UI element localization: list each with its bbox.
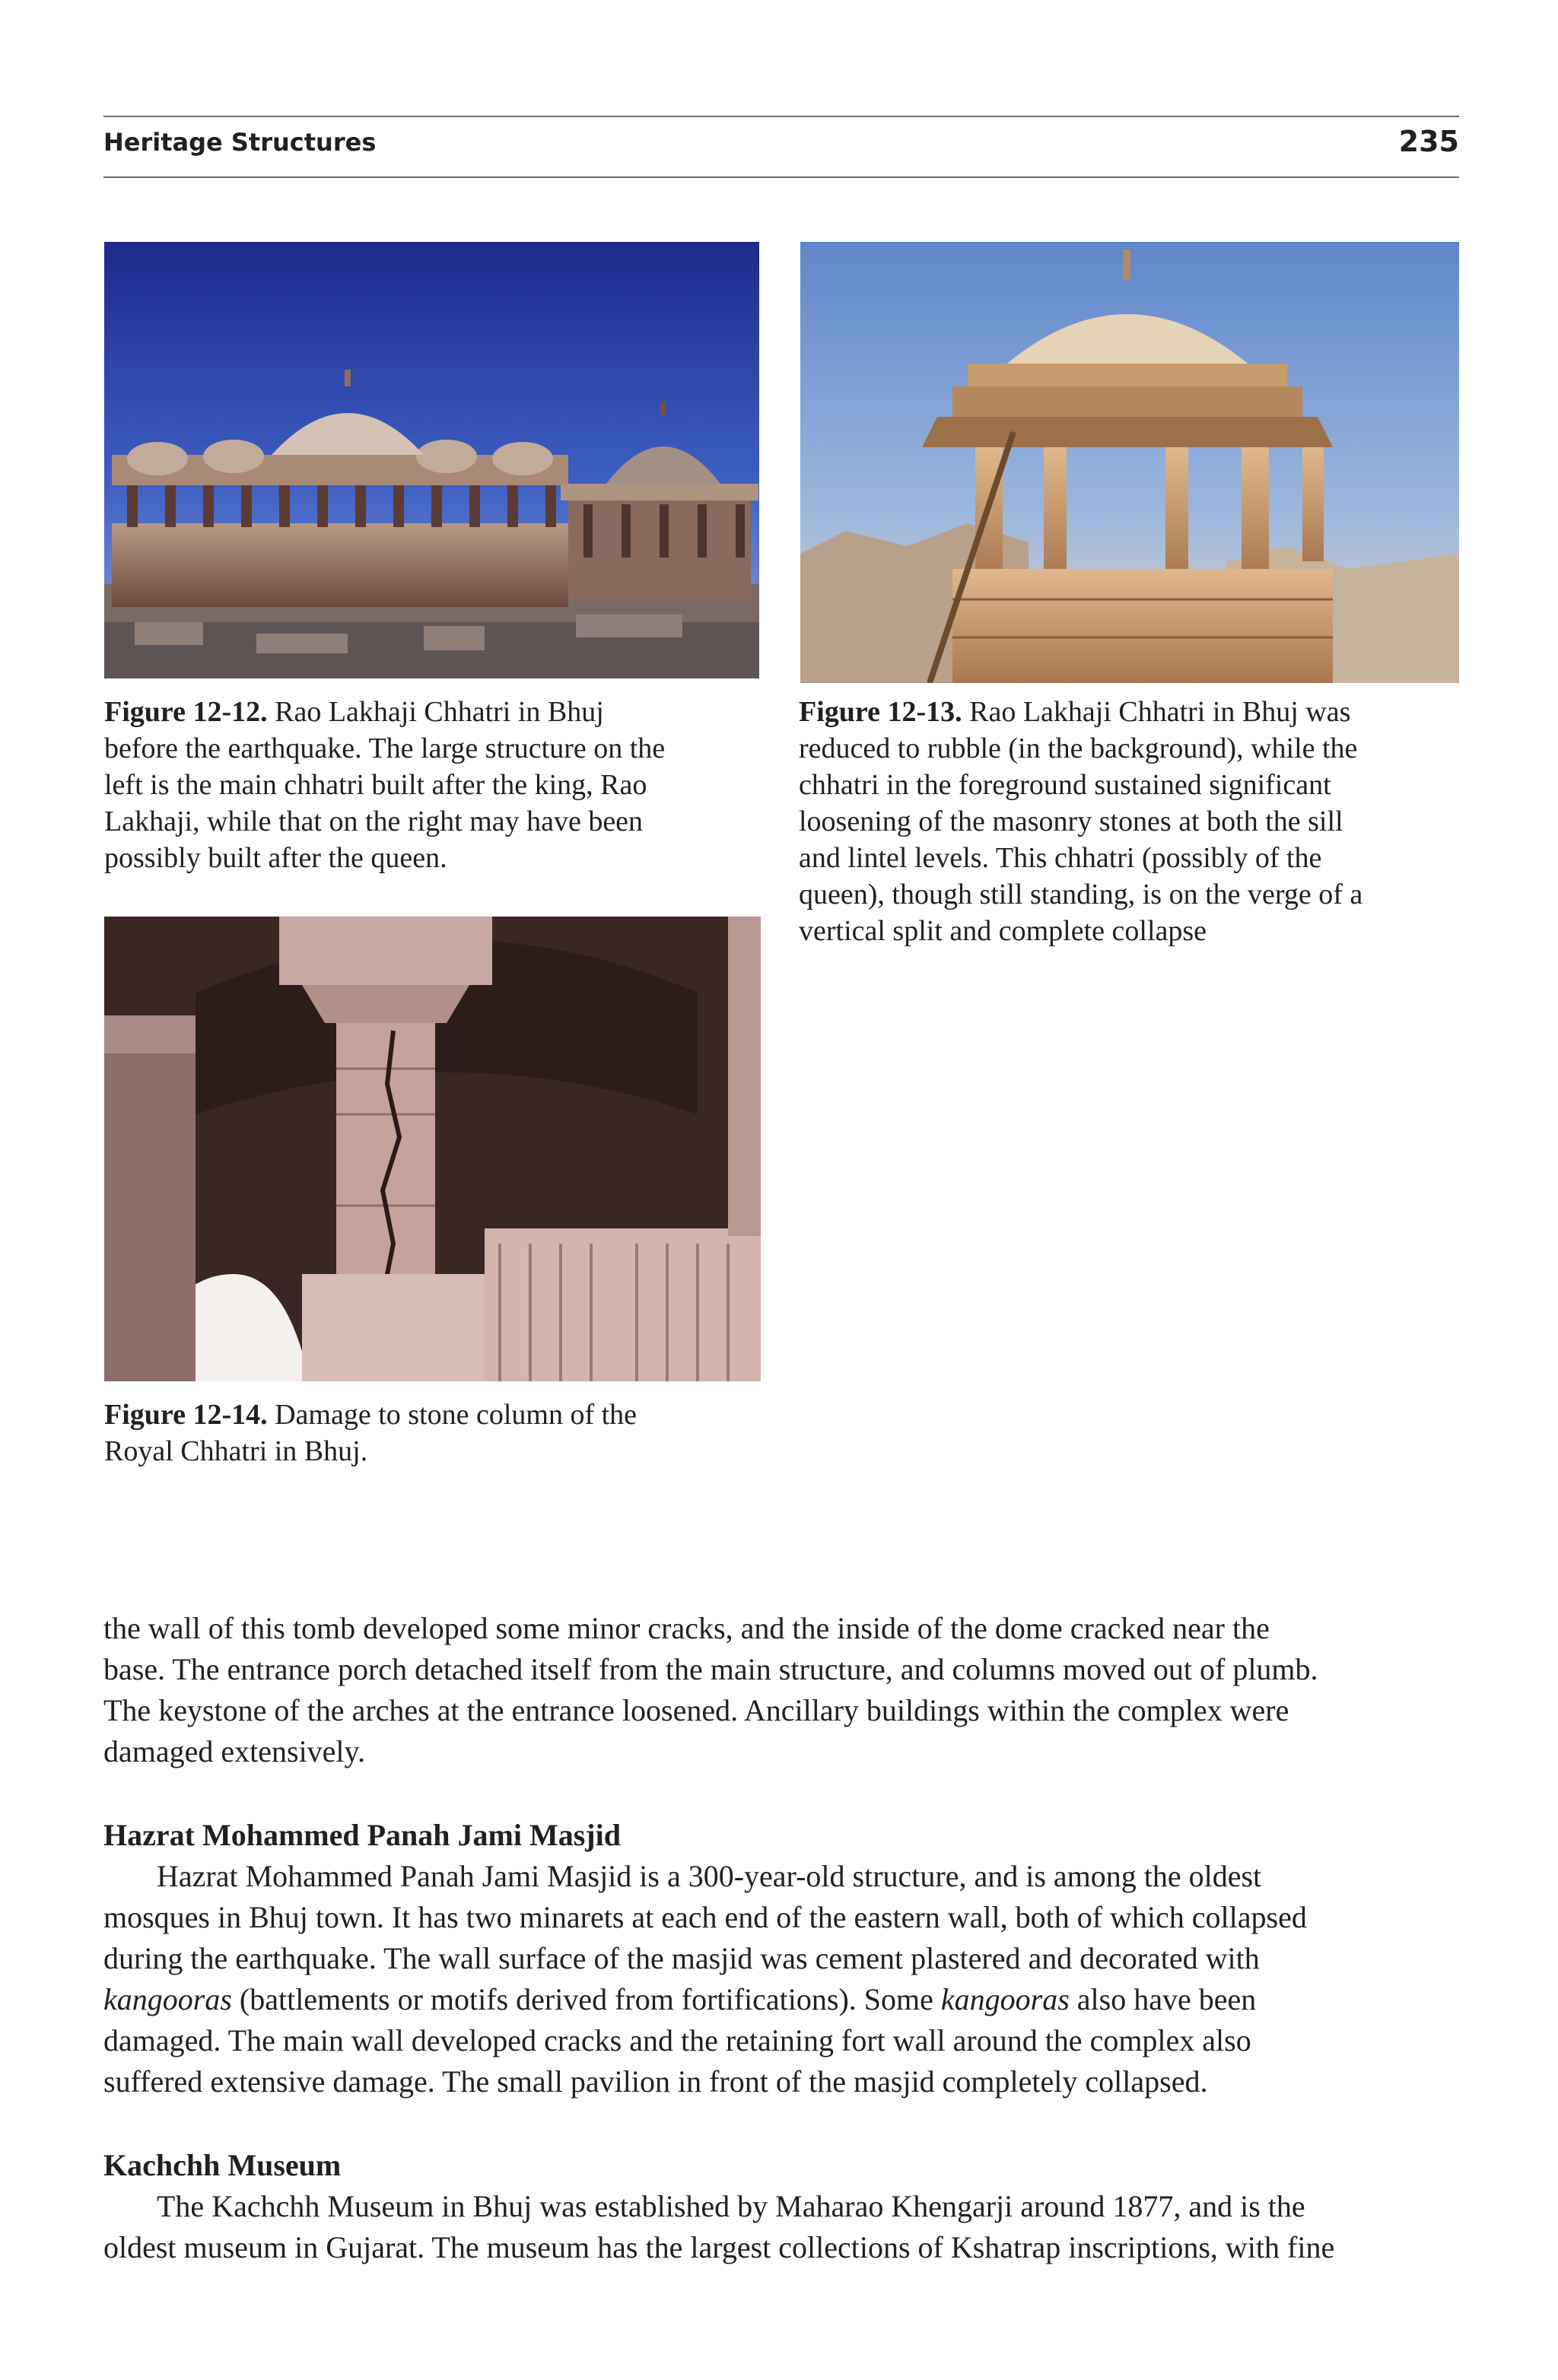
figure-12-14-photo <box>104 917 761 1381</box>
body-line: base. The entrance porch detached itself from the main structure, and columns moved out of plumb. <box>103 1652 1318 1686</box>
italic-term: kangooras <box>103 1982 232 2016</box>
figure-12-12-caption <box>104 694 774 876</box>
caption-line: chhatri in the foreground sustained significant <box>799 769 1331 801</box>
caption-line: before the earthquake. The large structure on the <box>104 732 666 764</box>
body-paragraph-masjid <box>103 1856 1459 2102</box>
italic-term: kangooras <box>940 1982 1070 2016</box>
caption-line: Damage to stone column of the <box>275 1399 638 1431</box>
body-line: the wall of this tomb developed some minor cracks, and the inside of the dome cracked near the <box>103 1611 1270 1645</box>
caption-line: Royal Chhatri in Bhuj. <box>104 1435 368 1467</box>
caption-line: Rao Lakhaji Chhatri in Bhuj <box>275 696 604 728</box>
page-number: 235 <box>1398 125 1459 158</box>
caption-line: possibly built after the queen. <box>104 842 447 874</box>
section-heading-museum: Kachchh Museum <box>103 2148 342 2182</box>
section-heading-masjid: Hazrat Mohammed Panah Jami Masjid <box>103 1818 621 1852</box>
caption-line: Rao Lakhaji Chhatri in Bhuj was <box>969 696 1351 728</box>
body-paragraph-museum <box>103 2186 1459 2268</box>
caption-line: and lintel levels. This chhatri (possibly of the <box>799 842 1322 874</box>
body-line: also have been <box>1076 1982 1257 2016</box>
caption-line: loosening of the masonry stones at both the sill <box>799 806 1343 837</box>
caption-line: reduced to rubble (in the background), while the <box>799 732 1358 764</box>
figure-label: Figure 12-14. <box>104 1399 268 1431</box>
body-line: (battlements or motifs derived from fortifications). Some <box>239 1982 933 2016</box>
caption-line: left is the main chhatri built after the king, Rao <box>104 769 647 801</box>
body-line: during the earthquake. The wall surface of the masjid was cement plastered and decorated with <box>103 1941 1260 1975</box>
body-line: damaged. The main wall developed cracks and the retaining fort wall around the complex also <box>103 2023 1251 2057</box>
running-title: Heritage Structures <box>103 128 377 157</box>
body-line: The Kachchh Museum in Bhuj was established by Maharao Khengarji around 1877, and is the <box>157 2189 1305 2223</box>
caption-line: queen), though still standing, is on the verge of a <box>799 879 1363 910</box>
figure-label: Figure 12-13. <box>799 696 962 728</box>
body-paragraph <box>103 1608 1459 1772</box>
figure-12-13-photo <box>800 242 1459 683</box>
body-line: damaged extensively. <box>103 1734 365 1768</box>
chhatri-before-image <box>104 242 759 678</box>
caption-line: vertical split and complete collapse <box>799 915 1207 947</box>
caption-line: Lakhaji, while that on the right may have been <box>104 806 644 837</box>
body-line: mosques in Bhuj town. It has two minarets at each end of the eastern wall, both of which collapsed <box>103 1900 1307 1934</box>
header-bottom-rule <box>103 176 1459 178</box>
header-top-rule <box>103 116 1459 117</box>
body-line: Hazrat Mohammed Panah Jami Masjid is a 300-year-old structure, and is among the oldest <box>157 1859 1262 1893</box>
body-line: oldest museum in Gujarat. The museum has the largest collections of Kshatrap inscriptions, with fine <box>103 2230 1335 2264</box>
body-line: suffered extensive damage. The small pavilion in front of the masjid completely collapsed. <box>103 2064 1208 2099</box>
body-line: The keystone of the arches at the entrance loosened. Ancillary buildings within the complex were <box>103 1693 1289 1727</box>
chhatri-after-image <box>800 242 1459 683</box>
figure-12-14-caption <box>104 1397 774 1470</box>
figure-12-13-caption <box>799 694 1468 949</box>
cracked-column-image <box>104 917 761 1381</box>
figure-12-12-photo <box>104 242 759 678</box>
figure-label: Figure 12-12. <box>104 696 268 728</box>
